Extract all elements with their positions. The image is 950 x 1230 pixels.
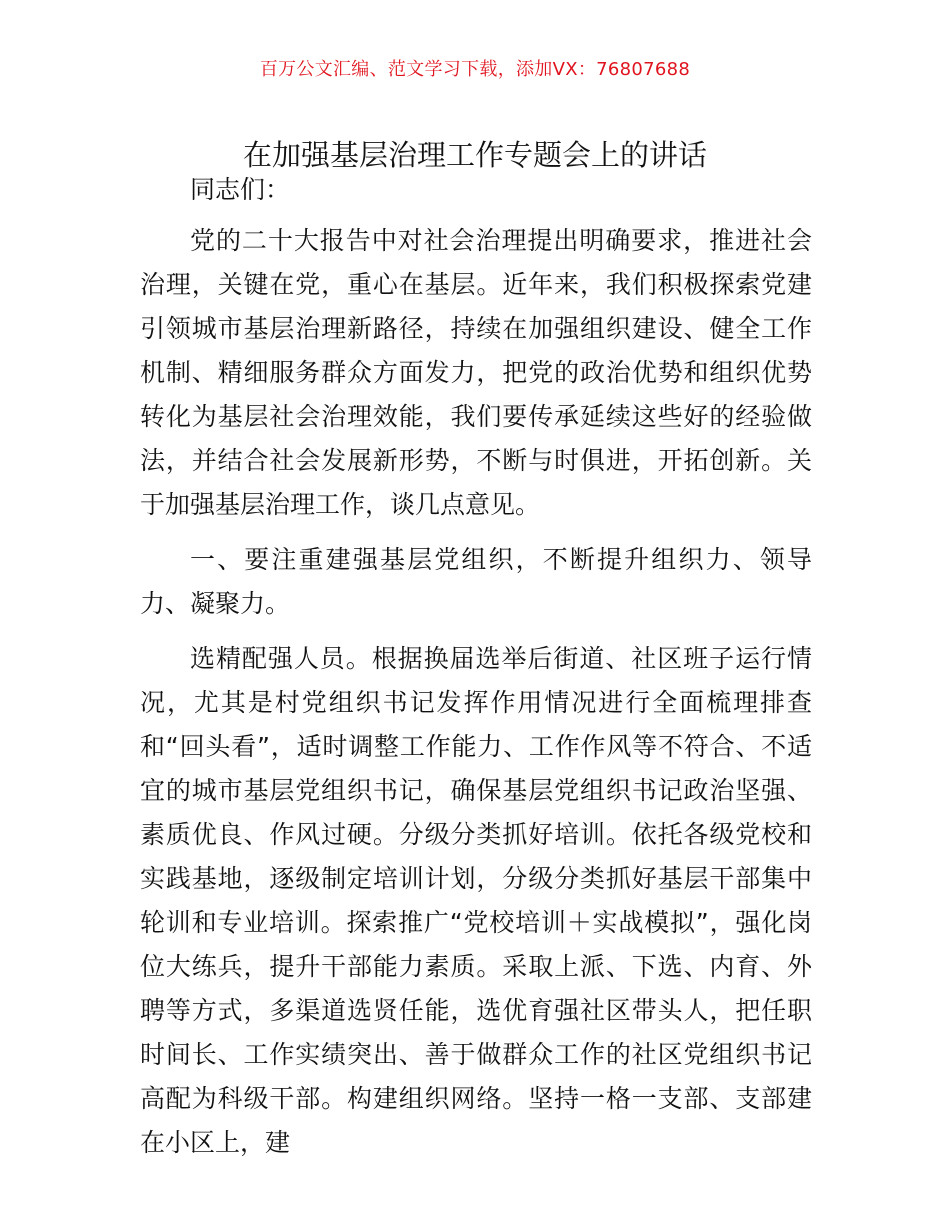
document-body [140, 168, 812, 1176]
salutation: 同志们： [190, 175, 291, 204]
paragraph-section-heading: 一、要注重建强基层党组织，不断提升组织力、领导力、凝聚力。 [140, 545, 812, 618]
header-watermark-note: 百万公文汇编、范文学习下载，添加VX：76807688 [259, 59, 691, 80]
document-title: 在加强基层治理工作专题会上的讲话 [242, 138, 707, 173]
paragraph-intro: 党的二十大报告中对社会治理提出明确要求，推进社会治理，关键在党，重心在基层。近年来，我们积极探索党建引领城市基层治理新路径，持续在加强组织建设、健全工作机制、精细服务群众方面发力，把党的政治优势和组织优势转化为基层社会治理效能，我们要传承延续这些好的经验做法，并结合社会发展新形势，不断与时俱进，开拓创新。关于加强基层治理工作，谈几点意见。 [140, 226, 812, 519]
paragraph-body: 选精配强人员。根据换届选举后街道、社区班子运行情况，尤其是村党组织书记发挥作用情况进行全面梳理排查和“回头看”，适时调整工作能力、工作作风等不符合、不适宜的城市基层党组织书记，确保基层党组织书记政治坚强、素质优良、作风过硬。分级分类抓好培训。依托各级党校和实践基地，逐级制定培训计划，分级分类抓好基层干部集中轮训和专业培训。探索推广“党校培训＋实战模拟”，强化岗位大练兵，提升干部能力素质。采取上派、下选、内育、外聘等方式，多渠道选贤任能，选优育强社区带头人，把任职时间长、工作实绩突出、善于做群众工作的社区党组织书记高配为科级干部。构建组织网络。坚持一格一支部、支部建在小区上，建 [140, 644, 812, 1157]
